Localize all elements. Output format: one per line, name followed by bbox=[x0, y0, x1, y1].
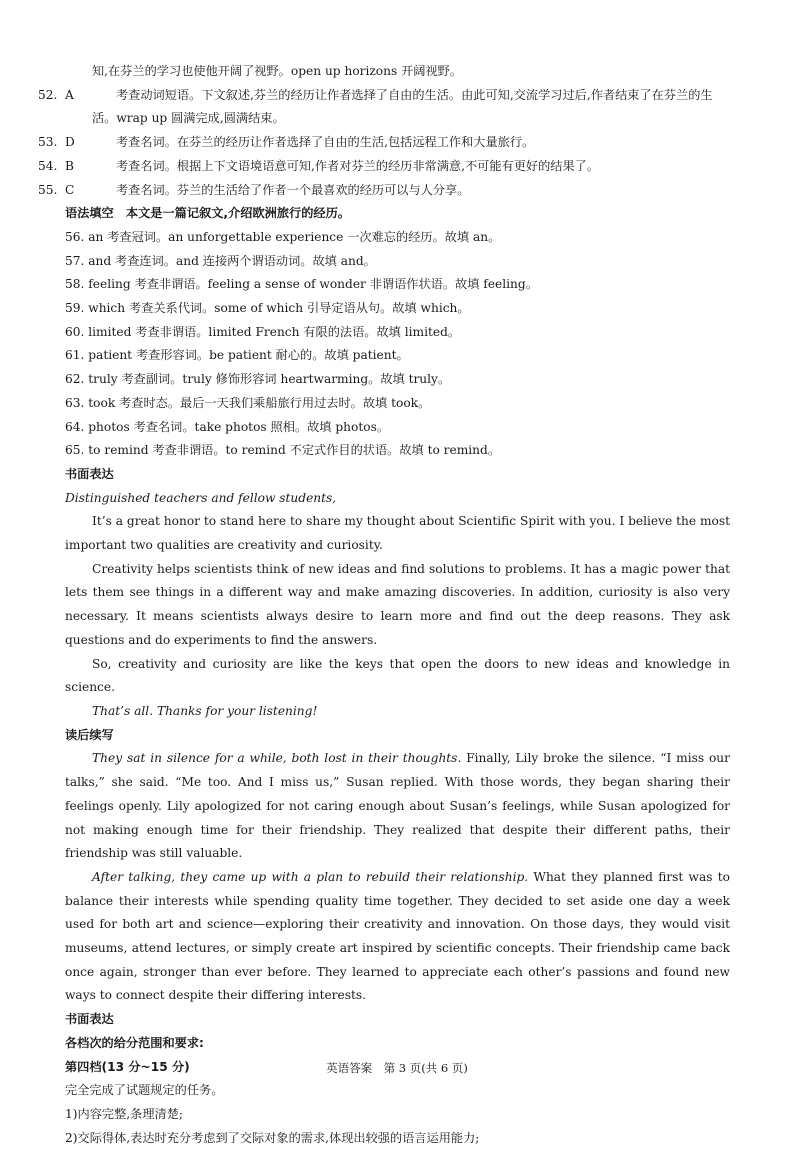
grammar-item-62: 62. truly 考查副词。truly 修饰形容词 heartwarming。故填 truly。 bbox=[65, 372, 451, 387]
continued-line: 知,在芬兰的学习也使他开阔了视野。open up horizons 开阔视野。 bbox=[92, 64, 463, 78]
writing-heading: 书面表达 bbox=[65, 466, 114, 481]
cloze-answers bbox=[38, 84, 730, 203]
speech-paragraph: It’s a great honor to stand here to share my thought about Scientific Spirit with you. I believe the most important two qualities are creativity and curiosity. bbox=[65, 514, 730, 553]
grammar-item-59: 59. which 考查关系代词。some of which 引导定语从句。故填 which。 bbox=[65, 301, 470, 316]
grammar-answers bbox=[65, 226, 730, 463]
grammar-item-58: 58. feeling 考查非谓语。feeling a sense of wonder 非谓语作状语。故填 feeling。 bbox=[65, 277, 538, 292]
scoring-subheading: 各档次的给分范围和要求: bbox=[65, 1035, 204, 1050]
cloze-item-53: 53. D 考查名词。在芬兰的经历让作者选择了自由的生活,包括远程工作和大量旅行。 bbox=[38, 135, 535, 150]
grammar-item-60: 60. limited 考查非谓语。limited French 有限的法语。故填 limited。 bbox=[65, 324, 461, 339]
given-sentence: After talking, they came up with a plan to rebuild their relationship. bbox=[92, 869, 529, 884]
scoring-line: 完全完成了试题规定的任务。 bbox=[65, 1083, 224, 1098]
speech-closing: That’s all. Thanks for your listening! bbox=[92, 703, 318, 718]
grammar-item-61: 61. patient 考查形容词。be patient 耐心的。故填 patient。 bbox=[65, 348, 409, 363]
cloze-item-54: 54. B 考查名词。根据上下文语境语意可知,作者对芬兰的经历非常满意,不可能有更好的结果了。 bbox=[38, 158, 600, 173]
answer-page bbox=[38, 60, 730, 1150]
grammar-heading: 语法填空 本文是一篇记叙文,介绍欧洲旅行的经历。 bbox=[65, 206, 350, 221]
scoring-heading: 书面表达 bbox=[65, 1012, 114, 1027]
grammar-item-63: 63. took 考查时态。最后一天我们乘船旅行用过去时。故填 took。 bbox=[65, 395, 431, 410]
scoring-band: 第四档(13 分~15 分) bbox=[65, 1059, 190, 1074]
page-footer: 英语答案 第 3 页(共 6 页) bbox=[326, 1061, 468, 1075]
scoring-line: 2)交际得体,表达时充分考虑到了交际对象的需求,体现出较强的语言运用能力; bbox=[65, 1130, 480, 1145]
continuation-paragraph-1: They sat in silence for a while, both lost in their thoughts. Finally, Lily broke the silence. “I miss our talks,” she said. “Me too. And I miss us,” Susan replied. With those words, they began sharing their feelings openly. Lily apologized for not caring enough about Susan’s feelings, while Susan apologized for not making enough time for their friendship. They realized that despite their different paths, their friendship was still valuable. bbox=[65, 751, 730, 861]
grammar-item-57: 57. and 考查连词。and 连接两个谓语动词。故填 and。 bbox=[65, 253, 376, 268]
grammar-item-65: 65. to remind 考查非谓语。to remind 不定式作目的状语。故填 to remind。 bbox=[65, 443, 501, 458]
cloze-item-52: 52. A 考查动词短语。下文叙述,芬兰的经历让作者选择了自由的生活。由此可知,交流学习过后,作者结束了在芬兰的生活。wrap up 圆满完成,圆满结束。 bbox=[38, 87, 713, 126]
speech-paragraph: Creativity helps scientists think of new ideas and find solutions to problems. It has a magic power that lets them see things in a different way and make amazing discoveries. In addition, curiosity is also very necessary. It means scientists always desire to learn more and find out the deep reasons. They ask questions and do experiments to find the answers. bbox=[65, 561, 730, 647]
grammar-item-56: 56. an 考查冠词。an unforgettable experience 一次难忘的经历。故填 an。 bbox=[65, 229, 501, 244]
continuation-heading: 读后续写 bbox=[65, 727, 114, 742]
speech-salutation: Distinguished teachers and fellow students, bbox=[65, 490, 337, 505]
continuation-paragraph-2: After talking, they came up with a plan to rebuild their relationship. What they planned first was to balance their interests while spending quality time together. They decided to set aside one day a week used for both art and science—exploring their creativity and innovation. On those days, they would visit museums, attend lectures, or simply create art inspired by scientific concepts. Their friendship came back once again, stronger than ever before. They learned to appreciate each other’s passions and found new ways to connect despite their differing interests. bbox=[65, 869, 730, 1003]
cloze-item-55: 55. C 考查名词。芬兰的生活给了作者一个最喜欢的经历可以与人分享。 bbox=[38, 182, 470, 197]
given-sentence: They sat in silence for a while, both lost in their thoughts. bbox=[92, 751, 462, 766]
grammar-item-64: 64. photos 考查名词。take photos 照相。故填 photos。 bbox=[65, 419, 390, 434]
scoring-line: 1)内容完整,条理清楚; bbox=[65, 1106, 183, 1121]
speech-paragraph: So, creativity and curiosity are like the keys that open the doors to new ideas and knowledge in science. bbox=[65, 656, 730, 695]
